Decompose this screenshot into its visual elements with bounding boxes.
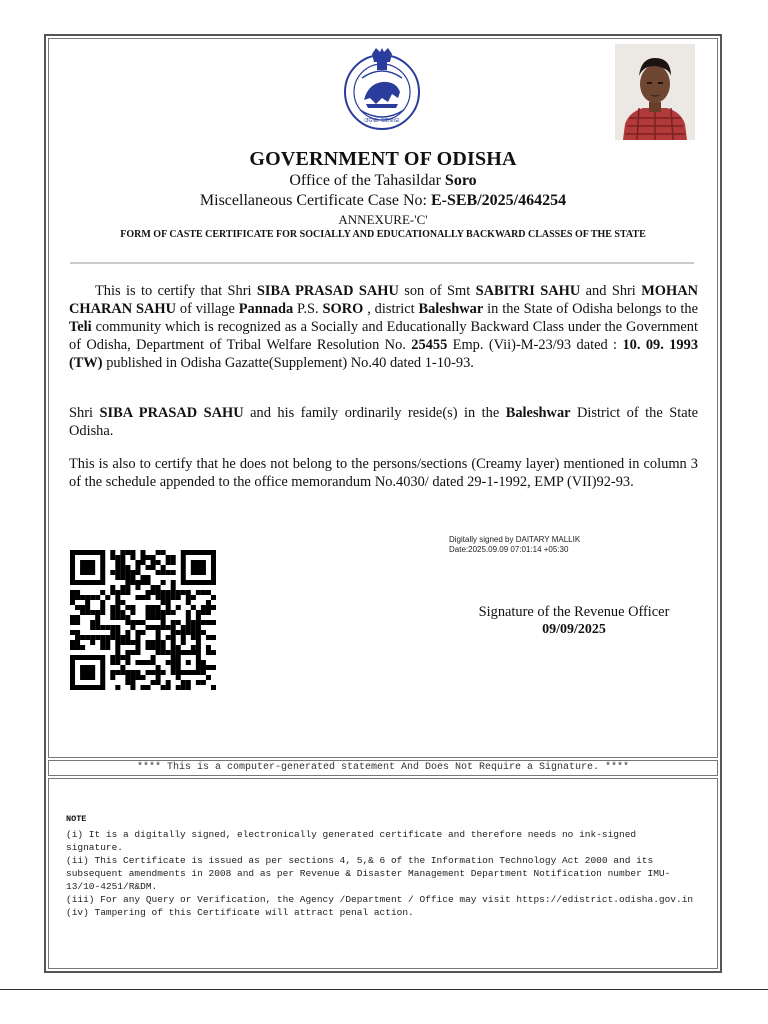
p1-text: , district (367, 301, 415, 317)
note-heading: NOTE (66, 814, 87, 824)
p2-text: and his family ordinarily reside(s) in the (250, 405, 500, 421)
p1-text: in the State of Odisha belongs to the (487, 301, 699, 317)
p1-text: son of Smt (404, 283, 471, 299)
residence-paragraph (69, 404, 698, 440)
applicant-name: SIBA PRASAD SAHU (256, 283, 399, 299)
case-line (48, 192, 718, 210)
form-title: FORM OF CASTE CERTIFICATE FOR SOCIALLY AND EDUCATIONALLY BACKWARD CLASSES OF THE STATE (120, 229, 646, 240)
digital-sign-date: Date:2025.09.09 07:01:14 +05:30 (449, 545, 569, 554)
note-list (66, 828, 696, 919)
office-name: Soro (444, 172, 477, 189)
odisha-emblem-icon (342, 48, 422, 134)
signature-title: Signature of the Revenue Officer (478, 604, 670, 620)
note-item: (i) It is a digitally signed, electronically generated certificate and therefore needs no ink-signed signature. (66, 829, 637, 853)
case-number: E-SEB/2025/464254 (430, 192, 567, 209)
office-line (48, 172, 718, 190)
note-item: (ii) This Certificate is issued as per sections 4, 5,& 6 of the Information Technology Act 2000 and its subsequent amendments in 2008 and as per Revenue & Disaster Management Department Notification number IMU-13/10-4251/R&DM. (66, 855, 671, 892)
mother-name: SABITRI SAHU (475, 283, 581, 299)
applicant-name: SIBA PRASAD SAHU (99, 405, 244, 421)
district-name: Baleshwar (418, 301, 484, 317)
page-title: GOVERNMENT OF ODISHA (249, 148, 517, 170)
qr-code-icon (70, 550, 216, 690)
p1-text: published in Odisha Gazatte(Supplement) No.40 dated 1-10-93. (106, 355, 474, 371)
digital-signature-stamp (449, 535, 580, 555)
p1-text: of village (179, 301, 235, 317)
father-name: MOHAN CHARAN SAHU (69, 283, 698, 317)
digital-signer: Digitally signed by DAITARY MALLIK (449, 535, 581, 544)
resolution-date: 10. 09. 1993 (TW) (69, 337, 699, 371)
p1-text: community which is recognized as a Socially and Educationally Backward Class under the Government of Odisha, Department of Tribal Welfare Resolution No. (69, 319, 698, 353)
p1-text: and Shri (585, 283, 636, 299)
computer-generated-note: **** This is a computer-generated statement And Does Not Require a Signature. **** (136, 762, 630, 773)
p2-text: District of the State Odisha. (69, 405, 699, 439)
note-item: (iii) For any Query or Verification, the Agency /Department / Office may visit https://edistrict.odisha.gov.in (66, 894, 694, 905)
emblem-text: ଓଡ଼ିଶା ସରକାର (364, 117, 400, 124)
certification-paragraph (69, 282, 698, 372)
p1-text: Emp. (Vii)-M-23/93 dated : (452, 337, 618, 353)
note-item: (iv) Tampering of this Certificate will attract penal action. (66, 907, 414, 918)
district-name: Baleshwar (505, 405, 571, 421)
case-prefix: Miscellaneous Certificate Case No: (199, 192, 427, 209)
community-name: Teli (69, 319, 92, 335)
page-bottom-rule (0, 989, 768, 990)
p2-text: Shri (69, 405, 93, 421)
resolution-number: 25455 (411, 337, 448, 353)
creamy-layer-paragraph: This is also to certify that he does not belong to the persons/sections (Creamy layer) mentioned in column 3 of the schedule appended to the office memorandum No.4030/ dated 29-1-1992, EMP (VII)92-93. (69, 456, 698, 490)
p1-text: P.S. (297, 301, 319, 317)
p1-text: This is to certify that Shri (95, 283, 252, 299)
header-divider (70, 262, 694, 264)
village-name: Pannada (238, 301, 294, 317)
applicant-photo (615, 44, 695, 140)
signature-date: 09/09/2025 (542, 622, 606, 637)
police-station: SORO (322, 301, 364, 317)
annexure-label: ANNEXURE-'C' (338, 212, 428, 227)
office-prefix: Office of the Tahasildar (289, 172, 441, 189)
